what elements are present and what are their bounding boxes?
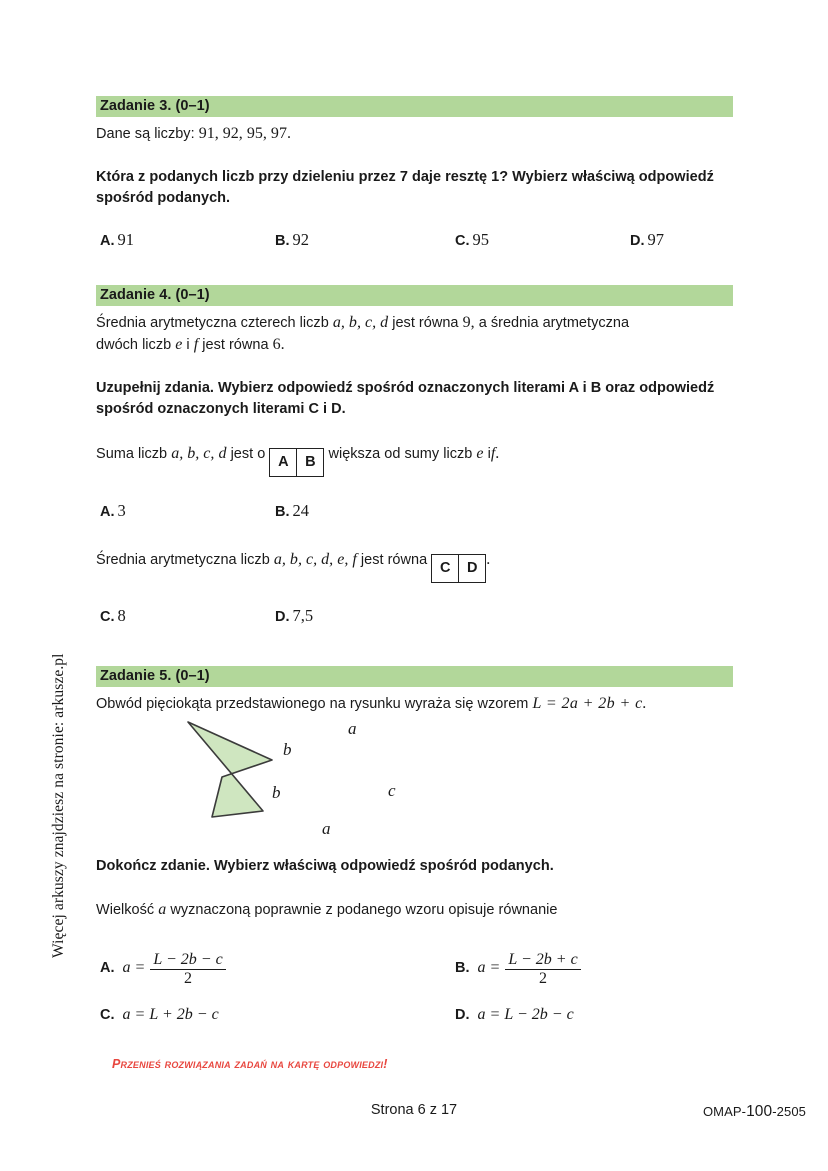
option-label: A. (100, 233, 115, 249)
option-expression: L + 2b − c (149, 1006, 219, 1023)
option-lhs: a = (122, 959, 146, 977)
sidebar-watermark (0, 0, 96, 1171)
zadanie-3-intro-prefix: Dane są liczby: (96, 126, 195, 142)
intro-var-f: f (193, 336, 199, 353)
lead-var-a: a (158, 901, 167, 918)
figure-label-c-right: c (388, 781, 396, 800)
option-fraction (505, 951, 580, 988)
zadanie-3-header: Zadanie 3. (0–1) (96, 96, 733, 117)
pentagon-shape (188, 722, 272, 817)
fraction-denominator: 2 (505, 969, 580, 988)
sentence1-mid: jest o (230, 446, 266, 462)
intro-vars-1: a, b, c, d (332, 314, 389, 331)
intro-conj: i (186, 337, 190, 353)
zadanie-5-lead (96, 899, 733, 921)
sentence1-pre: Suma liczb (96, 446, 168, 462)
option-lhs: a = (477, 959, 501, 977)
zadanie-4-option-a[interactable] (100, 501, 126, 521)
intro-num-2: 6. (272, 336, 285, 353)
page-number-label: Strona 6 z 17 (370, 1102, 458, 1118)
intro-text-a: Średnia arytmetyczna czterech liczb (96, 315, 329, 331)
choice-cell-d[interactable]: D (458, 555, 485, 582)
figure-label-b-lower: b (272, 783, 281, 802)
zadanie-4-instruction: Uzupełnij zdania. Wybierz odpowiedź spośród oznaczonych literami A i B oraz odpowiedź spośród oznaczonych literami C i D. (96, 380, 715, 417)
option-value: 95 (472, 230, 489, 249)
option-label: A. (100, 504, 115, 520)
pentagon-figure (96, 715, 733, 850)
watermark-text: Więcej arkuszy znajdziesz na stronie: arkusze.pl (50, 653, 67, 958)
option-value: 91 (117, 230, 134, 249)
option-label: A. (100, 960, 115, 977)
fraction-denominator: 2 (150, 969, 225, 988)
sentence1-post: większa od sumy liczb (328, 446, 473, 462)
option-label: D. (455, 1007, 470, 1023)
fraction-numerator: L − 2b − c (153, 951, 223, 968)
zadanie-5-option-a[interactable] (100, 951, 227, 988)
zadanie-4-intro-line-1 (96, 312, 733, 334)
pentagon-svg (96, 715, 733, 850)
intro-text-d: dwóch liczb (96, 337, 172, 353)
option-label: D. (630, 233, 645, 249)
sentence1-var-e: e (476, 445, 484, 462)
page-content (96, 0, 733, 1171)
zadanie-5-options-row-1 (96, 943, 733, 985)
zadanie-4-sentence-2 (96, 549, 733, 583)
option-lhs: a = (122, 1006, 146, 1023)
option-label: B. (455, 960, 470, 977)
zadanie-4-option-b[interactable] (275, 501, 309, 521)
zadanie-3-intro-numbers: 91, 92, 95, 97. (198, 125, 291, 142)
option-fraction (150, 951, 225, 988)
zadanie-4-header: Zadanie 4. (0–1) (96, 285, 733, 306)
option-label: C. (455, 233, 470, 249)
choice-box-ab[interactable] (269, 448, 324, 477)
option-label: C. (100, 609, 115, 625)
zadanie-5-intro (96, 693, 733, 715)
choice-cell-b[interactable]: B (296, 449, 323, 476)
option-expression: L − 2b − c (504, 1006, 574, 1023)
sentence2-mid: jest równa (360, 552, 428, 568)
option-value: 8 (117, 606, 126, 625)
zadanie-3-intro (96, 123, 733, 145)
zadanie-3-options (96, 230, 733, 252)
zadanie-5-option-c[interactable] (100, 1006, 219, 1024)
sentence2-pre: Średnia arytmetyczna liczb (96, 552, 270, 568)
lead-pre: Wielkość (96, 902, 155, 918)
sentence1-conj: i (487, 446, 491, 462)
intro-text-b: jest równa (392, 315, 459, 331)
zadanie-5-options-row-2 (96, 1006, 733, 1028)
sheet-code-prefix: OMAP- (702, 1104, 747, 1119)
zadanie-4-intro-line-2 (96, 334, 733, 356)
sentence1-var-f: f (490, 445, 496, 462)
choice-cell-c[interactable]: C (440, 560, 451, 576)
option-label: B. (275, 233, 290, 249)
zadanie-4-option-d[interactable] (275, 606, 313, 626)
option-label: D. (275, 609, 290, 625)
sentence2-vars: a, b, c, d, e, f (273, 551, 357, 568)
intro-num-1: 9, (462, 314, 475, 331)
choice-box-cd[interactable] (431, 554, 486, 583)
option-lhs: a = (477, 1006, 501, 1023)
zadanie-5-option-b[interactable] (455, 951, 582, 988)
zadanie-3-option-b[interactable] (275, 230, 309, 250)
zadanie-5-intro-formula: L = 2a + 2b + c. (532, 695, 647, 712)
zadanie-3-option-a[interactable] (100, 230, 134, 250)
lead-post: wyznaczoną poprawnie z podanego wzoru opisuje równanie (170, 902, 558, 918)
sentence1-period: . (495, 445, 500, 462)
fraction-numerator: L − 2b + c (508, 951, 578, 968)
option-label: B. (275, 504, 290, 520)
option-value: 92 (292, 230, 309, 249)
zadanie-5-instruction: Dokończ zdanie. Wybierz właściwą odpowiedź spośród podanych. (96, 858, 554, 874)
sentence2-period: . (486, 551, 491, 568)
intro-text-c: a średnia arytmetyczna (478, 315, 630, 331)
zadanie-4-option-c[interactable] (100, 606, 126, 626)
intro-text-e: jest równa (202, 337, 269, 353)
option-label: C. (100, 1007, 115, 1023)
zadanie-5-option-d[interactable] (455, 1006, 574, 1024)
option-value: 97 (647, 230, 664, 249)
option-value: 7,5 (292, 606, 314, 625)
option-value: 3 (117, 501, 126, 520)
figure-label-b-upper: b (283, 740, 292, 759)
zadanie-4-options-ab (96, 501, 733, 523)
figure-label-a-bottom: a (322, 819, 331, 838)
sheet-code-main: 100 (746, 1103, 773, 1120)
option-value: 24 (292, 501, 309, 520)
intro-var-e: e (175, 336, 183, 353)
choice-cell-a[interactable]: A (278, 454, 289, 470)
sheet-code-suffix: -2505 (772, 1104, 806, 1119)
zadanie-3-option-d[interactable] (630, 230, 664, 250)
zadanie-5-intro-text: Obwód pięciokąta przedstawionego na rysunku wyraża się wzorem (96, 696, 529, 712)
zadanie-3-instruction: Która z podanych liczb przy dzieleniu przez 7 daje resztę 1? Wybierz właściwą odpowiedź spośród podanych. (96, 169, 714, 206)
zadanie-3-option-c[interactable] (455, 230, 489, 250)
zadanie-4-options-cd (96, 606, 733, 628)
zadanie-4-sentence-1 (96, 443, 733, 477)
zadanie-5-header: Zadanie 5. (0–1) (96, 666, 733, 687)
transfer-answers-note: Przenieś rozwiązania zadań na kartę odpowiedzi! (112, 1057, 388, 1071)
sheet-code (703, 1103, 806, 1121)
sentence1-vars: a, b, c, d (171, 445, 227, 462)
figure-label-a-top: a (348, 719, 357, 738)
